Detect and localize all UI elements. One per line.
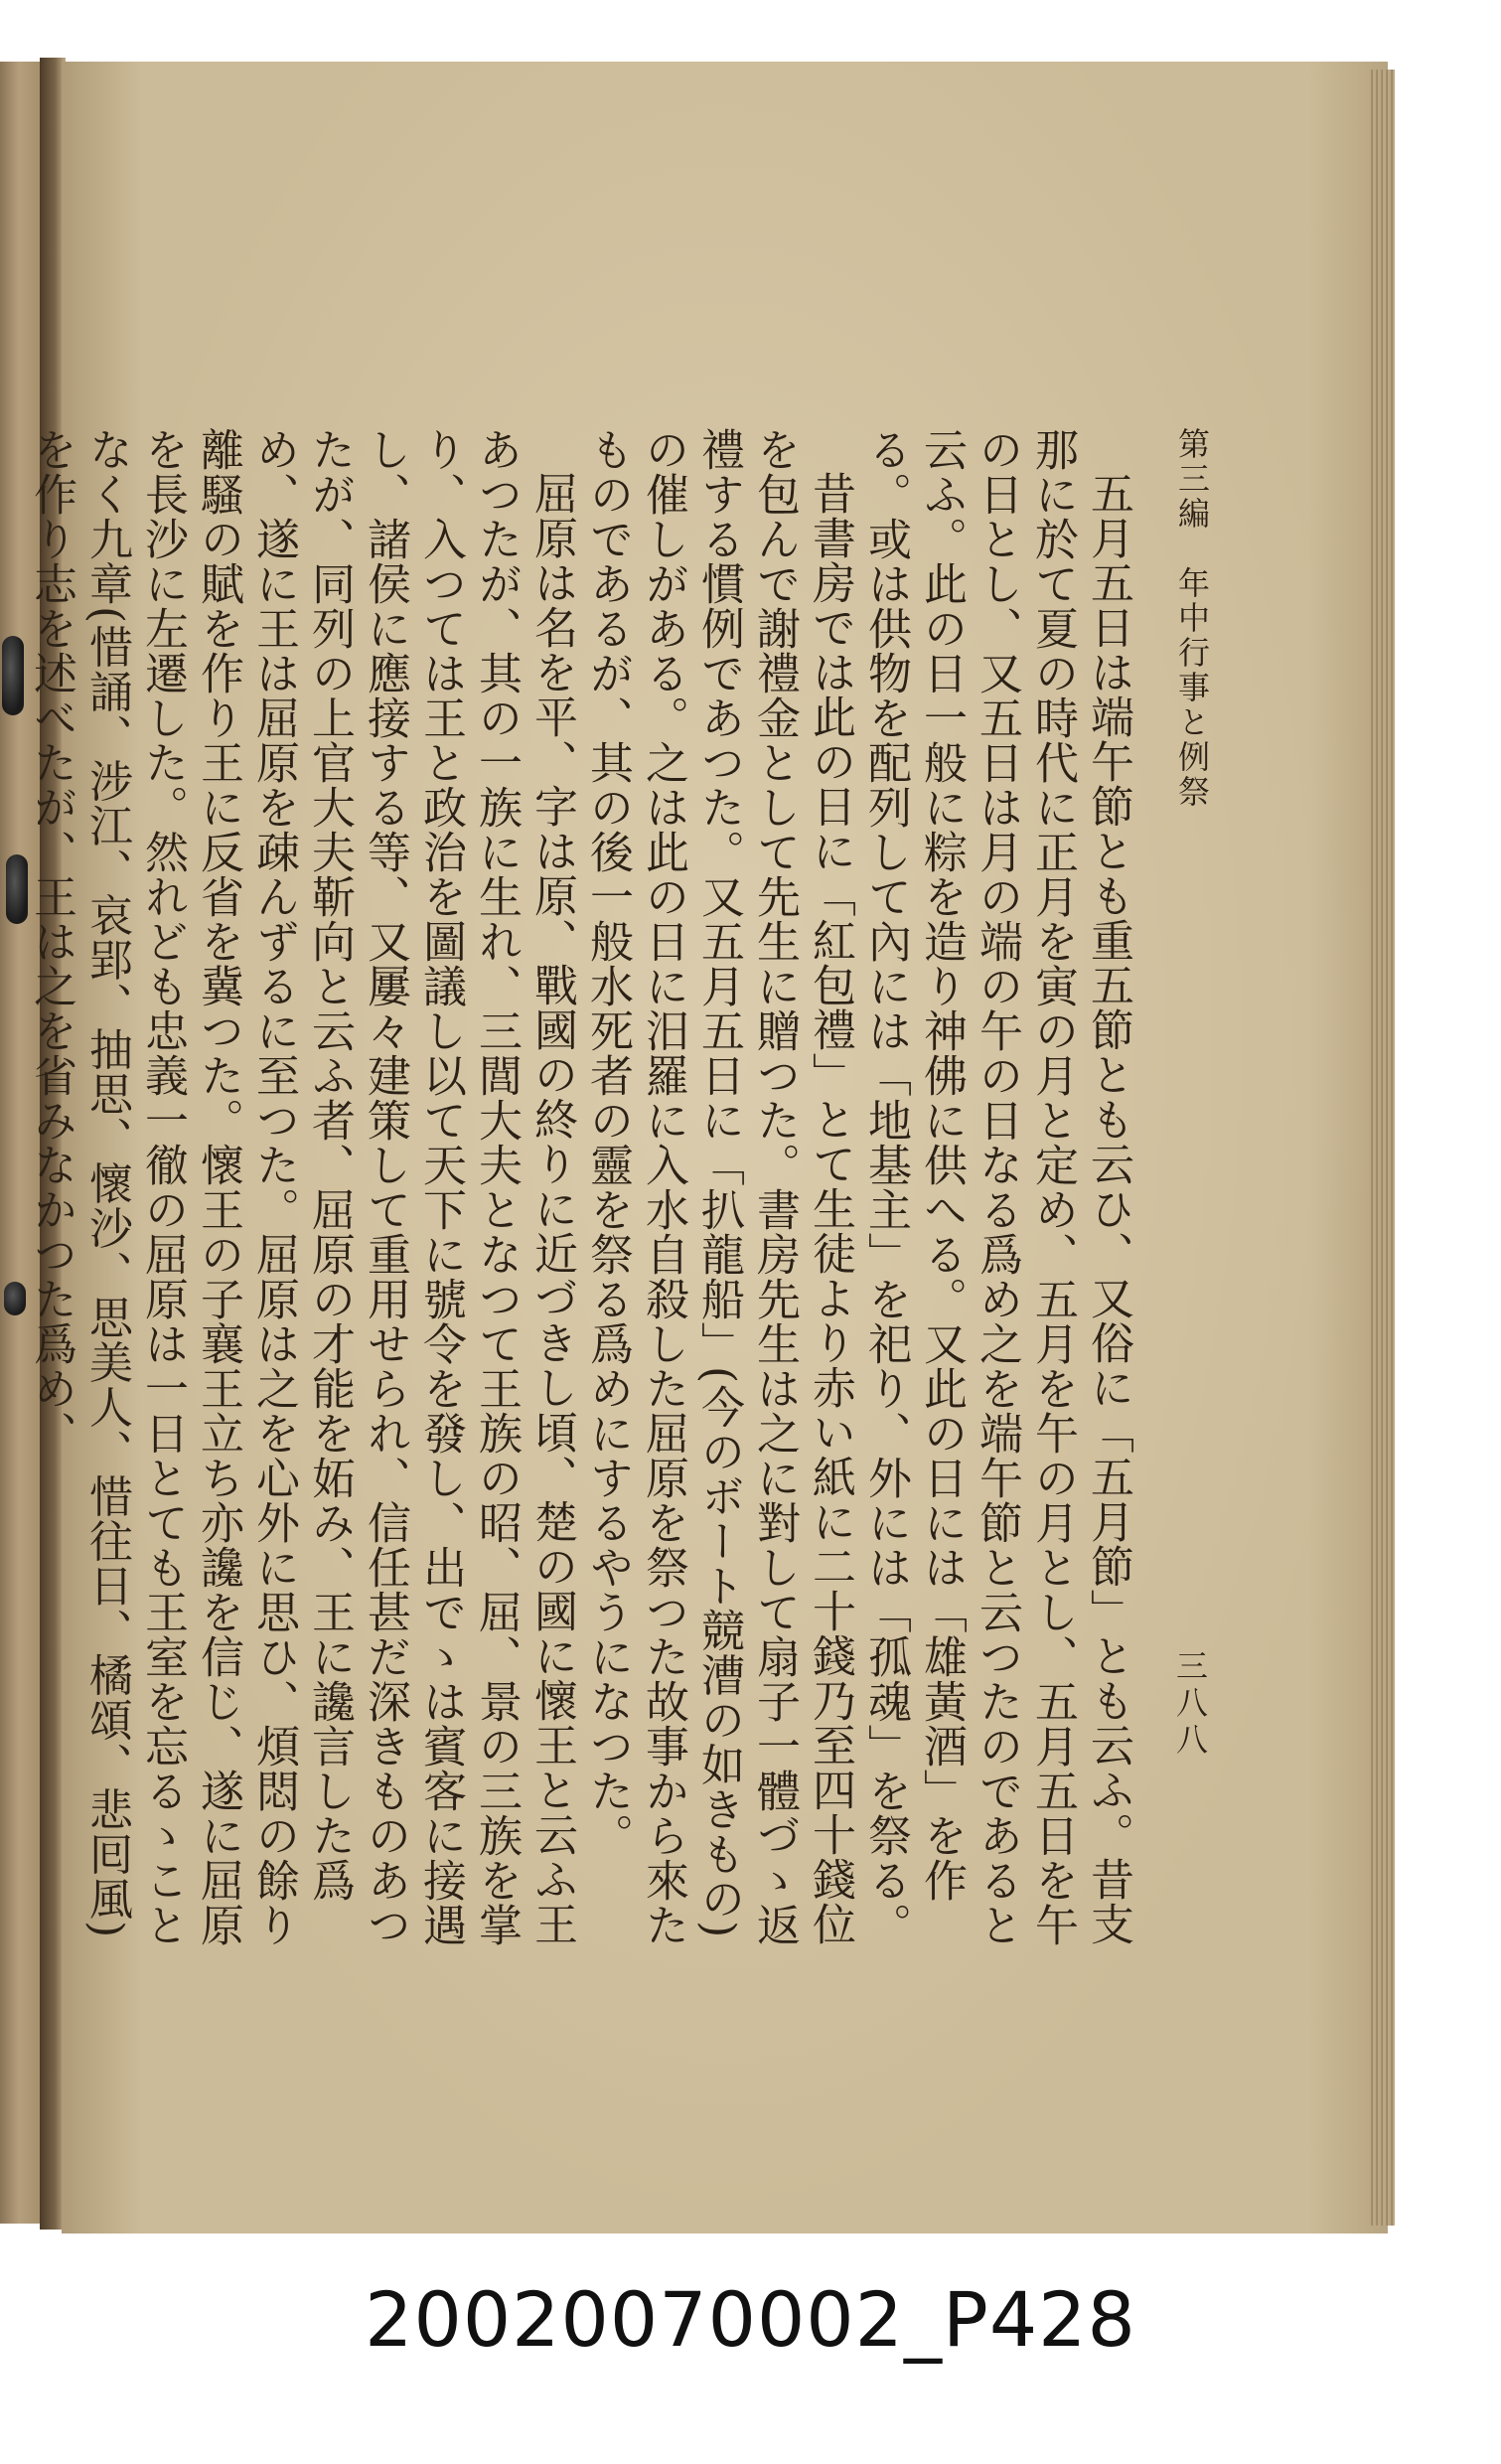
body-text xyxy=(26,427,1135,1977)
running-header: 第三編 年中行事と例祭 xyxy=(1173,427,1211,810)
image-id-caption: 20020070002_P428 xyxy=(365,2275,1136,2364)
paragraph: 屈原は名を平、字は原、戰國の終りに近づきし頃、楚の國に懷王と云ふ王あつたが、其の一族に生れ、三閭大夫となつて王族の昭、屈、景の三族を掌り、入つては王と政治を圖議し以て天下に號令を發し、出でゝは賓客に接遇し、諸侯に應接する等、又屢々建策して重用せられ、信任甚だ深きものあつたが、同列の上官大夫靳向と云ふ者、屈原の才能を妬み、王に讒言した爲め、遂に王は屈原を疎んずるに至つた。屈原は之を心外に思ひ、煩悶の餘り離騷の賦を作り王に反省を冀つた。懷王の子襄王立ち亦讒を信じ、遂に屈原を長沙に左遷した。然れども忠義一徹の屈原は一日とても王室を忘るゝことなく九章(惜誦、涉江、哀郢、抽思、懷沙、思美人、惜往日、橘頌、悲囘風)を作り志を述べたが、王は之を省みなかつた爲め、 xyxy=(26,427,577,1947)
paragraph: 昔書房では此の日に「紅包禮」とて生徒より赤い紙に二十錢乃至四十錢位を包んで謝禮金として先生に贈つた。書房先生は之に對して扇子一體づゝ返禮する慣例であつた。又五月五日に「扒龍船」(今のボート競漕の如きもの)の催しがある。之は此の日に汨羅に入水自殺した屈原を祭つた故事から來たものであるが、其の後一般水死者の靈を祭る爲めにするやうになつた。 xyxy=(582,427,855,1947)
page-number: 三八八 xyxy=(1171,1649,1209,1760)
paragraph: 五月五日は端午節とも重五節とも云ひ、又俗に「五月節」とも云ふ。昔支那に於て夏の時代に正月を寅の月と定め、五月を午の月とし、五月五日を午の日とし、又五日は月の端の午の日なる爲め之を端午節と云つたのであると云ふ。此の日一般に粽を造り神佛に供へる。又此の日には「雄黃酒」を作る。或は供物を配列して內には「地基主」を祀り、外には「孤魂」を祭る。 xyxy=(860,427,1133,1947)
binding-clip xyxy=(2,636,24,715)
page-edges xyxy=(1369,70,1395,2226)
